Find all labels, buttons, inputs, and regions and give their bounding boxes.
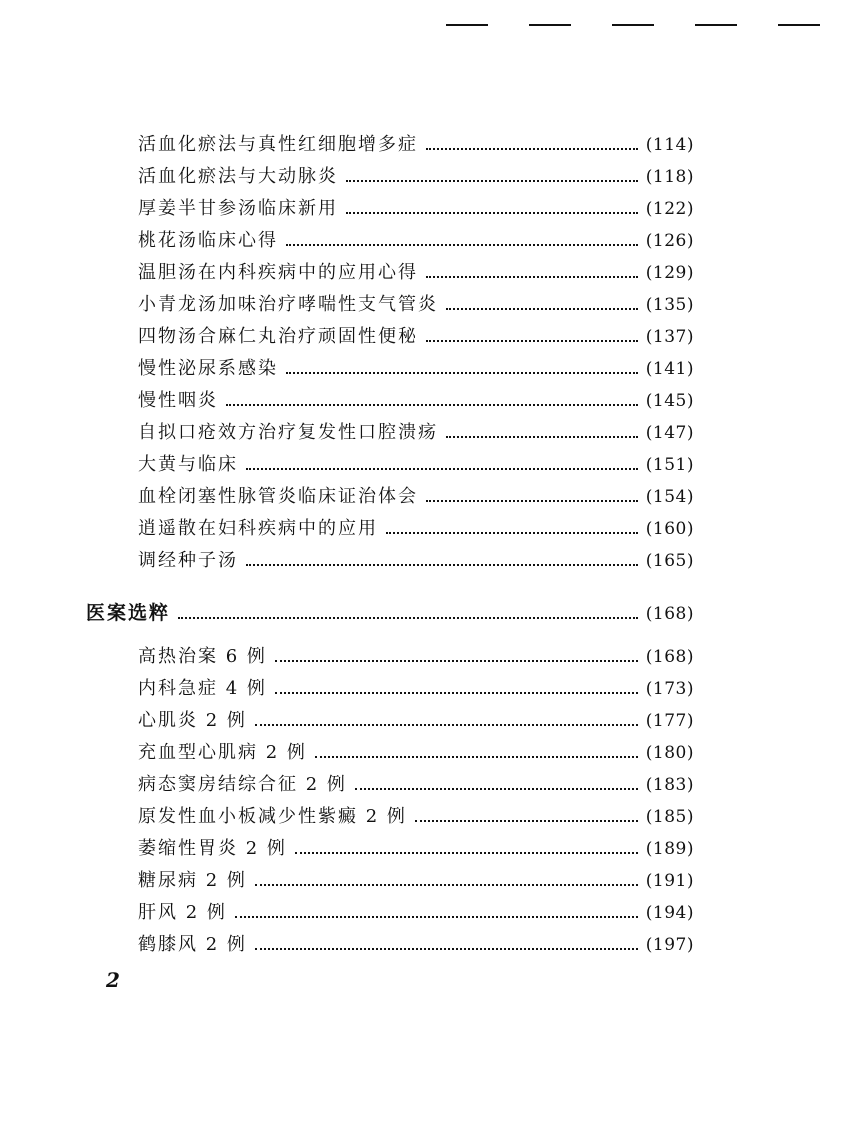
toc-entry[interactable] — [138, 386, 694, 412]
toc-entry-page: (189) — [645, 839, 694, 859]
toc-entry-title: 鹤膝风 2 例 — [138, 934, 247, 955]
dot-leader — [226, 404, 638, 406]
toc-entry-title: 四物汤合麻仁丸治疗顽固性便秘 — [138, 326, 418, 347]
toc-entry[interactable] — [138, 706, 694, 732]
dot-leader — [446, 308, 638, 310]
toc-entry-page: (180) — [645, 743, 694, 763]
toc-entry-title: 充血型心肌病 2 例 — [138, 742, 307, 763]
header-rule — [529, 24, 571, 26]
section-page: (168) — [645, 604, 694, 624]
toc-entry-title: 病态窦房结综合征 2 例 — [138, 774, 347, 795]
toc-entry-title: 温胆汤在内科疾病中的应用心得 — [138, 262, 418, 283]
toc-entry[interactable] — [138, 194, 694, 220]
page-number: 2 — [106, 968, 120, 992]
toc-entry-title: 自拟口疮效方治疗复发性口腔溃疡 — [138, 422, 438, 443]
toc-entry-page: (141) — [645, 359, 694, 379]
toc-entry-page: (177) — [645, 711, 694, 731]
toc-entry[interactable] — [138, 322, 694, 348]
dot-leader — [275, 660, 638, 662]
toc-entry[interactable] — [138, 482, 694, 508]
toc-entry[interactable] — [138, 418, 694, 444]
dot-leader — [255, 884, 638, 886]
header-rule — [778, 24, 820, 26]
dot-leader — [178, 617, 638, 619]
toc-entry[interactable] — [138, 130, 694, 156]
toc-entry-page: (114) — [645, 135, 694, 155]
dot-leader — [255, 948, 638, 950]
toc-entry-page: (122) — [645, 199, 694, 219]
header-rule — [612, 24, 654, 26]
dot-leader — [246, 468, 638, 470]
dot-leader — [235, 916, 638, 918]
section-title: 医案选粹 — [86, 602, 171, 624]
toc-entry-title: 心肌炎 2 例 — [138, 710, 247, 731]
toc-entry[interactable] — [138, 866, 694, 892]
toc-entry-title: 厚姜半甘参汤临床新用 — [138, 198, 338, 219]
toc-entry-page: (129) — [645, 263, 694, 283]
toc-entry-page: (118) — [645, 167, 694, 187]
toc-entry-page: (197) — [645, 935, 694, 955]
dot-leader — [426, 340, 638, 342]
dot-leader — [286, 244, 638, 246]
toc-entry-title: 糖尿病 2 例 — [138, 870, 247, 891]
dot-leader — [426, 148, 638, 150]
dot-leader — [246, 564, 638, 566]
toc-entry-title: 小青龙汤加味治疗哮喘性支气管炎 — [138, 294, 438, 315]
toc-entry-title: 血栓闭塞性脉管炎临床证治体会 — [138, 486, 418, 507]
toc-entry[interactable] — [138, 898, 694, 924]
toc-entry-title: 原发性血小板减少性紫癜 2 例 — [138, 806, 407, 827]
toc-entry[interactable] — [138, 450, 694, 476]
toc-entry-page: (185) — [645, 807, 694, 827]
dot-leader — [275, 692, 638, 694]
toc-entry-title: 调经种子汤 — [138, 550, 238, 571]
header-rule — [446, 24, 488, 26]
toc-entry[interactable] — [138, 514, 694, 540]
toc-section-heading[interactable] — [86, 598, 694, 625]
toc-entry-title: 肝风 2 例 — [138, 902, 227, 923]
header-rules — [446, 24, 820, 28]
toc-entry-title: 活血化瘀法与大动脉炎 — [138, 166, 338, 187]
dot-leader — [346, 180, 638, 182]
toc-entry-page: (145) — [645, 391, 694, 411]
toc-entry[interactable] — [138, 226, 694, 252]
toc-entry[interactable] — [138, 546, 694, 572]
toc-entry-title: 活血化瘀法与真性红细胞增多症 — [138, 134, 418, 155]
dot-leader — [415, 820, 638, 822]
toc-entry[interactable] — [138, 834, 694, 860]
toc-entry-title: 萎缩性胃炎 2 例 — [138, 838, 287, 859]
toc-entry-title: 大黄与临床 — [138, 454, 238, 475]
toc-entry-page: (137) — [645, 327, 694, 347]
toc-entry[interactable] — [138, 930, 694, 956]
dot-leader — [426, 500, 638, 502]
toc-entry-page: (173) — [645, 679, 694, 699]
toc-entry[interactable] — [138, 290, 694, 316]
toc-entry[interactable] — [138, 258, 694, 284]
toc-entry[interactable] — [138, 642, 694, 668]
dot-leader — [255, 724, 638, 726]
dot-leader — [355, 788, 638, 790]
toc-entry-title: 桃花汤临床心得 — [138, 230, 278, 251]
toc-entry-page: (191) — [645, 871, 694, 891]
toc-entry-page: (183) — [645, 775, 694, 795]
dot-leader — [346, 212, 638, 214]
toc-entry[interactable] — [138, 354, 694, 380]
toc-entry[interactable] — [138, 738, 694, 764]
dot-leader — [386, 532, 638, 534]
toc-entry-page: (165) — [645, 551, 694, 571]
toc-entry-title: 高热治案 6 例 — [138, 646, 267, 667]
dot-leader — [446, 436, 638, 438]
toc-entry[interactable] — [138, 162, 694, 188]
toc-entry[interactable] — [138, 770, 694, 796]
toc-entry-title: 慢性泌尿系感染 — [138, 358, 278, 379]
toc-entry-page: (168) — [645, 647, 694, 667]
toc-entry-page: (154) — [645, 487, 694, 507]
toc-entry-title: 内科急症 4 例 — [138, 678, 267, 699]
toc-entry[interactable] — [138, 802, 694, 828]
toc-entry-page: (126) — [645, 231, 694, 251]
dot-leader — [315, 756, 638, 758]
toc-entry-page: (147) — [645, 423, 694, 443]
toc-entry-page: (194) — [645, 903, 694, 923]
dot-leader — [426, 276, 638, 278]
toc-entry-title: 逍遥散在妇科疾病中的应用 — [138, 518, 378, 539]
dot-leader — [286, 372, 638, 374]
toc-entry-title: 慢性咽炎 — [138, 390, 218, 411]
toc-entry[interactable] — [138, 674, 694, 700]
toc-entry-page: (160) — [645, 519, 694, 539]
toc-entry-page: (135) — [645, 295, 694, 315]
dot-leader — [295, 852, 638, 854]
toc-entry-page: (151) — [645, 455, 694, 475]
header-rule — [695, 24, 737, 26]
